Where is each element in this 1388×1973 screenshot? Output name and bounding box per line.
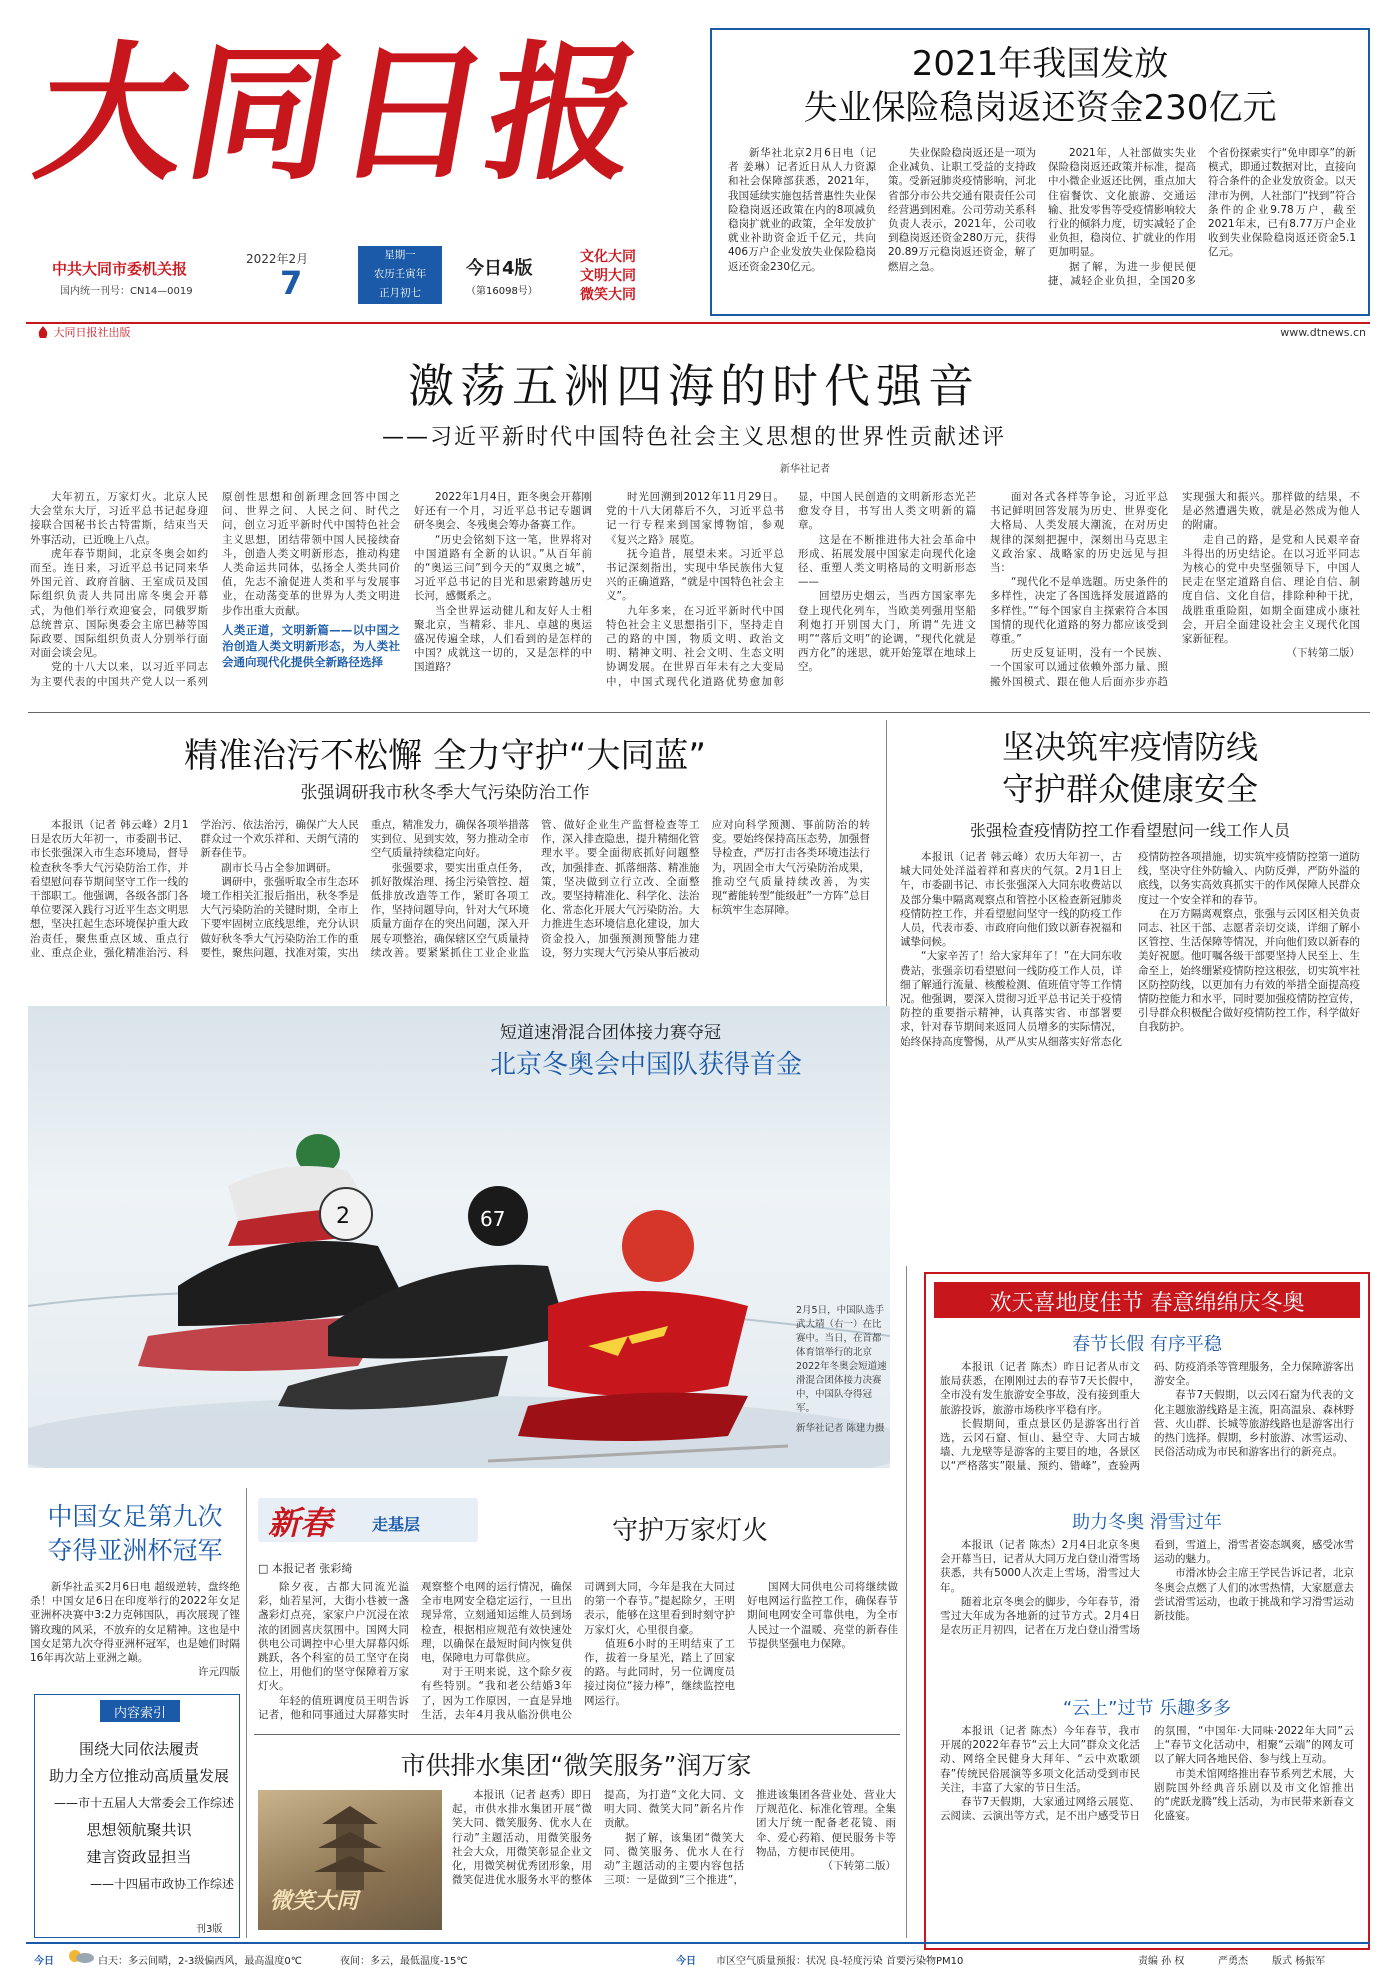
paragraph: 当全世界运动健儿和友好人士相聚北京，当精彩、非凡、卓越的奥运盛况传遍全球，人们看到的是怎样的中国？成就这一切的，又是怎样的中国道路？	[414, 604, 592, 674]
content-index-list	[44, 1736, 234, 1898]
new-spring-logo-text: 新春	[268, 1504, 333, 1542]
epidemic-title-line-2: 守护群众健康安全	[1001, 770, 1258, 808]
column-divider	[246, 1488, 247, 1938]
bib-number-2: 2	[336, 1204, 350, 1229]
paragraph: 大年初五，万家灯火。北京人民大会堂东大厅，习近平总书记起身迎接联合国秘书长古特雷斯，结束当天外事活动，已近晚上八点。	[30, 491, 208, 546]
paragraph: 面对各式各样等争论，习近平总书记鲜明回答发展为历史、世界变化大格局、人类发展大潮流，在对历史规律的深刻把握中，深刻出马克思主义政治家、战略家的历史远见与担当：	[990, 491, 1168, 575]
epidemic-story-subtitle: 张强检查疫情防控工作看望慰问一线工作人员	[969, 821, 1290, 840]
column-divider	[906, 1266, 907, 1938]
paragraph: 张强要求，要实出重点任务，抓好散煤治理、扬尘污染管控、超低排放改造等工作，紧盯各项工作，坚持问题导向，针对大气环境质量方面存在的突出问题，深入开展专项整治，确保辖区空气质量持续改善。要紧紧抓住工业企业监管、做好企业生产监督检查等工作，深入排查隐患，提升精细化管理水平。要全面彻底抓好问题整改，加强排查、抓落细落、精准施策，坚决做到立行立改、全面整改。要坚持精准化、科学化、法治化、常态化开展大气污染防治。大力推进生态环境信息化建设，加大资金投入，加强预测预警能力建设，努力实现大气污染从事后被动应对向科学预测、事前防治的转变。要始终保持高压态势，加强督导检查，严厉打击各类环境违法行为，巩固全市大气污染防治成果，推动空气质量持续改善，为实现“蓄能转型“能级赶”一方阵”总目标筑牢生态屏障。	[370, 819, 870, 959]
top-story-title[interactable]	[712, 42, 1368, 130]
index-page-ref: 刊3版	[196, 1924, 223, 1935]
footer-today-label: 今日	[676, 1956, 696, 1967]
paragraph: 新华社孟买2月6日电 超级逆转，盘终绝杀！中国女足6日在印度举行的2022年女足亚洲杯决赛中3:2力克韩国队，再次展现了铿锵玫瑰的风采，不放弃的女足精神。这也是中国女足第九次夺得亚洲杯冠军，也是她们时隔16年再次站上亚洲之巅。	[30, 1581, 240, 1665]
pollution-story-title[interactable]: 精准治污不松懈 全力守护“大同蓝”	[183, 736, 707, 776]
photo-kicker: 短道速滑混合团体接力赛夺冠	[500, 1023, 721, 1043]
paragraph: 本报讯（记者 陈杰）2月4日北京冬奥会开幕当日，记者从大同万龙白登山滑雪场获悉，共有5000人次走上雪场，滑雪过大年。	[940, 1539, 1140, 1594]
lead-pullquote: 人类正道，文明新篇——以中国之治创造人类文明新形态，为人类社会通向现代化提供全新路径选择	[222, 622, 400, 669]
slogan: 文化大同	[580, 249, 636, 265]
epidemic-title-line-1: 坚决筑牢疫情防线	[1001, 728, 1258, 766]
womens-football-title-line-1: 中国女足第九次	[47, 1502, 223, 1531]
index-item[interactable]: 建言资政显担当	[86, 1848, 192, 1866]
paragraph: 年轻的值班调度员王明告诉记者，他和同事通过大屏幕实时观察整个电网的运行情况，确保全市电网安全稳定运行，一旦出现异常，立刻通知运维人员到场检查，根据相应规范有效快速处理，以确保在最短时间内恢复供电，保障电力可靠供应。	[258, 1581, 572, 1721]
footer-bar	[26, 1942, 1370, 1968]
air-quality: 市区空气质量预报：状况 良-轻度污染 首要污染物PM10	[716, 1956, 964, 1967]
continued-note: 许元四版	[198, 1666, 240, 1679]
paragraph: 本报讯（记者 赵秀）即日起，市供水排水集团开展“微笑大同、微笑服务、优水人在行动”主题活动，用微笑服务社会大众，用微笑彰显企业文化，用微笑树优秀团形象，用微笑促进优水服务水平的整体提高，为打造“文化大同、文明大同、微笑大同”新名片作贡献。	[452, 1789, 744, 1887]
publisher-name: 大同日报社出版	[53, 326, 131, 339]
paragraph: 市美术馆网络推出春节系列艺术展，大剧院国外经典音乐剧以及市文化馆推出的“虎跃龙腾”线上活动，为市民带来新春文化盛宴。	[1154, 1767, 1354, 1823]
paragraph: 本报讯（记者 陈杰）昨日记者从市文旅局获悉，在刚刚过去的春节7天长假中，全市没有发生旅游安全事故，没有接到重大旅游投诉，旅游市场秩序平稳有序。	[940, 1361, 1140, 1416]
paragraph: 本报讯（记者 韩云峰）农历大年初一，古城大同处处洋溢着祥和喜庆的气氛。2月1日上午，市委副书记、市长张强深入大同东收费站以及部分集中隔离观察点和管控小区检查新冠肺炎疫情防控工作，并看望慰问坚守一线的防疫工作人员，代表市委、市政府向他们致以新春祝福和诚挚问候。	[900, 851, 1122, 949]
new-spring-byline: □ 本报记者 张彩绮	[258, 1562, 353, 1575]
lunar-day: 正月初七	[379, 287, 421, 299]
layout-editor: 版式 杨振军	[1272, 1956, 1326, 1967]
paragraph: 调研中，张强听取全市生态环境工作相关汇报后指出，秋冬季是大气污染防治的关键时期，全市上下要牢固树立底线思维，充分认识做好秋冬季大气污染防治工作的重要性，聚焦问题，找准对策，实出重点，精准发力，确保各项举措落实到位、见到实效，努力推动全市空气质量持续稳定向好。	[200, 819, 530, 959]
paragraph: 随着北京冬奥会的脚步，今年春节，滑雪过大年成为各地新的过节方式。2月4日是农历正月初四，记者在万龙白登山滑雪场看到，雪道上，滑雪者姿态飒爽，感受冰雪运动的魅力。	[940, 1539, 1354, 1637]
paragraph: 值班6小时的王明结束了工作，拔着一身星光，踏上了回家的路。与此同时，另一位调度员接过岗位“接力棒”，继续监控电网运行。	[584, 1637, 735, 1707]
paragraph: 市滑冰协会主席王学民告诉记者，北京冬奥会点燃了人们的冰雪热情，大家愿意去尝试滑雪运动，也敢于挑战和学习滑雪运动新技能。	[1154, 1567, 1354, 1623]
weather-day: 白天：多云间晴，2-3级偏西风，最高温度0℃	[98, 1956, 302, 1967]
masthead-logo	[24, 26, 654, 218]
masthead-char-1: 大	[24, 26, 204, 200]
water-story-title[interactable]: 市供排水集团“微笑服务”润万家	[400, 1751, 752, 1780]
date-box	[246, 246, 442, 304]
paragraph: 2022年1月4日，距冬奥会开幕刚好还有一个月，习近平总书记专题调研冬奥会、冬残奥会筹办备赛工作。	[414, 491, 592, 532]
festival-section-title[interactable]: “云上”过节 乐趣多多	[1062, 1698, 1232, 1719]
issue-number: （第16098号）	[466, 286, 538, 297]
footer-today-label: 今日	[34, 1956, 54, 1967]
bib-number-67: 67	[480, 1207, 506, 1231]
lead-story-body	[30, 490, 1360, 702]
festival-banner[interactable]: 欢天喜地度佳节 春意绵绵庆冬奥	[989, 1291, 1305, 1316]
continued-note: （下转第二版）	[1286, 647, 1360, 660]
epidemic-story-title[interactable]	[900, 726, 1360, 810]
paragraph: 据了解，该集团“微笑大同、微笑服务、优水人在行动”主题活动的主要内容包括三项：一是做到“三个推进”，推进该集团各营业处、营业大厅规范化、标准化管理。全集团大厅统一配备老花镜、雨伞、爱心药箱、便民服务卡等物品，方便市民使用。	[604, 1789, 896, 1887]
paragraph: 抚今追昔，展望未来。习近平总书记深刻指出，实现中华民族伟大复兴的正确道路，“就是中国特色社会主义”。	[606, 547, 784, 603]
festival-section-title[interactable]: 春节长假 有序平稳	[1072, 1334, 1222, 1355]
slogans	[580, 248, 636, 305]
editor: 责编 孙 权	[1138, 1956, 1185, 1967]
masthead-char-3: 日	[324, 26, 504, 200]
festival-section-body	[940, 1360, 1354, 1500]
date-day: 7	[280, 264, 303, 302]
paragraph: 除夕夜，古都大同流光溢彩，灿若星河，大街小巷被一盏盏彩灯点亮，家家户户沉浸在浓浓的团圆喜庆氛围中。国网大同供电公司调控中心里大屏幕闪烁跳跃，各个科室的员工坚守在岗位上，用他们的坚守保障着万家灯火。	[258, 1581, 409, 1693]
paragraph: 走自己的路，是党和人民艰辛奋斗得出的历史结论。在以习近平同志为核心的党中央坚强领导下，中国人民走在坚定道路自信、理论自信、制度自信、文化自信，排除种种干扰，战胜重重险阻，如期全面建成小康社会，开启全面建设社会主义现代化国家新征程。	[1182, 533, 1360, 646]
masthead-char-4: 报	[474, 26, 654, 200]
paragraph: 虎年春节期间，北京冬奥会如约而至。连日来，习近平总书记同来华外国元首、政府首脑、王室成员及国际组织负责人共同出席冬奥会开幕式，为他们举行欢迎宴会，同俄罗斯总统普京、国际奥委会主席巴赫等国际政要、国际组织负责人分别举行面对面会谈会见。	[30, 547, 208, 660]
paragraph: 九年多来，在习近平新时代中国特色社会主义思想指引下，坚持走自己的路的中国，物质文明、政治文明、精神文明、社会文明、生态文明协调发展。在世界百年未有之大变局中，中国式现代化道路优势愈加彰显，中国人民创造的文明新形态光芒愈发夺目，书写出人类文明新的篇章。	[606, 491, 976, 688]
photo-credit: 新华社记者 陈建力摄	[796, 1423, 885, 1434]
paragraph: 本报讯（记者 韩云峰）2月1日是农历大年初一，市委副书记、市长张强深入市生态环境局，督导检查秋冬季大气污染防治工作，并看望慰问春节期间坚守工作一线的干部职工。他强调，各级各部门各单位要深入践行习近平生态文明思想，坚决扛起生态环境保护重大政治责任，聚焦重点区域、重点行业、重点企业，强化精准治污、科学治污、依法治污，确保广大人民群众过一个欢乐祥和、天朗气清的新春佳节。	[30, 819, 359, 959]
pollution-story-subtitle: 张强调研我市秋冬季大气污染防治工作	[300, 783, 590, 803]
lunar-calendar	[358, 246, 442, 304]
paragraph: 回望历史烟云，当西方国家率先登上现代化列车，当欧美列强用坚船利炮打开别国大门，所谓“先进文明”“落后文明”的论调，“现代化就是西方化”的迷思，就开始笼罩在地球上空。	[798, 590, 976, 674]
weekday: 星期一	[384, 249, 416, 261]
lead-story-subtitle: ——习近平新时代中国特色社会主义思想的世界性贡献述评	[381, 425, 1006, 450]
content-index-title: 内容索引	[113, 1706, 166, 1721]
weather-icon	[66, 1948, 94, 1967]
paragraph: “历史会铭刻下这一笔，世界将对中国道路有全新的认识。”从百年前的“奥运三问”到今天的“双奥之城”，习近平总书记的目光和思索跨越历史长河，感慨系之。	[414, 533, 592, 603]
today-pages: 今日4版	[466, 258, 533, 279]
womens-football-title-line-2: 夺得亚洲杯冠军	[47, 1536, 223, 1565]
top-story-box	[710, 28, 1370, 316]
photo-title[interactable]: 北京冬奥会中国队获得首金	[490, 1050, 803, 1080]
index-item[interactable]: ——十四届市政协工作综述	[89, 1877, 234, 1891]
index-item[interactable]: 思想领航聚共识	[86, 1821, 192, 1839]
slogan: 文明大同	[580, 268, 636, 284]
paragraph: 党的十八大以来，以习近平同志为主要代表的中国共产党人以一系列原创性思想和创新理念回答中国之问、世界之问、人民之问、时代之问，创立习近平新时代中国特色社会主义思想，团结带领中国人民接续奋斗，创造人类文明新形态，推动构建人类命运共同体，弘扬全人类共同价值，先志不渝促进人类和平与发展事业，在动荡变革的世界为人类文明进步作出重大贡献。	[30, 491, 400, 688]
lead-story-byline: 新华社记者	[780, 464, 830, 475]
flame-logo-icon	[36, 326, 50, 338]
index-item[interactable]: ——市十五届人大常委会工作综述	[53, 1796, 234, 1810]
publisher-rule	[26, 322, 1370, 342]
top-story-title-line-1: 2021年我国发放	[911, 44, 1169, 84]
weather-night: 夜间：多云，最低温度-15℃	[340, 1956, 468, 1967]
paragraph: 新华社北京2月6日电（记者 姜琳）记者近日从人力资源和社会保障部获悉，2021年，我国延续实施包括普惠性失业保险稳岗返还政策在内的8项减负稳岗扩就业的政策，全年发放扩就业补助资金近千亿元，共向406万户企业发放失业保险稳岗返还资金230亿元。	[728, 147, 876, 273]
paragraph: 据了解，为进一步便民便捷，减轻企业负担，全国20多个省份探索实行“免申即享”的新模式，即通过数据对比，直接向符合条件的企业发放资金。以天津市为例，人社部门“找到”符合条件的企业9.78万户，截至2021年末，已有8.77万户企业收到失业保险稳岗返还资金5.1亿元。	[1048, 147, 1356, 287]
paragraph: 在万方隔离观察点，张强与云冈区相关负责同志、社区干部、志愿者亲切交谈，详细了解小区管控、生活保障等情况，并向他们致以新春的美好祝愿。他叮嘱各级干部要坚持人民至上、生命至上，始终绷紧疫情防控这根弦，切实筑牢社区防控防线，以更加有力有效的举措全面提高疫情防控能力和水平，同时要加强疫情防控宣传，引导群众积极配合做好疫情防控工作，科学做好自我防护。	[1138, 907, 1360, 1034]
masthead-char-2: 同	[174, 26, 354, 200]
epidemic-story-body	[900, 850, 1360, 1252]
paragraph: 历史反复证明，没有一个民族、一个国家可以通过依赖外部力量、照搬外国模式、跟在他人后面亦步亦趋实现强大和振兴。那样做的结果，不是必然遭遇失败，就是必然成为他人的附庸。	[990, 491, 1360, 688]
paragraph: 失业保险稳岗返还是一项为企业减负、让职工受益的支持政策。受新冠肺炎疫情影响，河北省部分市公共交通有限责任公司经营遇到困难。公司劳动关系科负责人表示，2021年，公司收到稳岗返还资金280万元，获得20.89万元稳岗返还资金，解了燃眉之急。	[888, 147, 1036, 273]
paragraph: 副市长马占全参加调研。	[221, 861, 337, 874]
top-story-body	[728, 146, 1356, 310]
slogan: 微笑大同	[580, 287, 636, 303]
lunar-year: 农历壬寅年	[373, 268, 427, 280]
top-story-title-line-2: 失业保险稳岗返还资金230亿元	[803, 88, 1277, 128]
publisher	[36, 324, 131, 340]
paragraph: 时光回溯到2012年11月29日。党的十八大闭幕后不久，习近平总书记一行专程来到国家博物馆，参观《复兴之路》展览。	[606, 491, 784, 546]
festival-section-title[interactable]: 助力冬奥 滑雪过年	[1072, 1512, 1222, 1533]
lead-story-title[interactable]: 激荡五洲四海的时代强音	[408, 359, 980, 413]
paragraph: 对于王明来说，这个除夕夜有些特别。“我和老公结婚3年了，因为工作原因，一直是异地生活，去年4月我从临汾供电公司调到大同，今年是我在大同过的第一个春节。”提起除夕，王明表示，能够在这里看到时刻守护万家灯火，心里很自豪。	[421, 1581, 735, 1721]
pollution-story-body	[30, 818, 870, 998]
section-divider	[254, 1734, 900, 1735]
paragraph: “现代化不是单选题。历史条件的多样性，决定了各国选择发展道路的多样性。”“每个国家自主探索符合本国国情的现代化道路的努力都应该受到尊重。”	[990, 576, 1168, 646]
issn-line: 国内统一刊号：CN14—0019	[60, 286, 193, 297]
paragraph: 春节7天假期，以云冈石窟为代表的文化主题旅游线路是主流，阳高温泉、森林野营、火山群、长城等旅游线路也是游客出行的热门选择。假期，乡村旅游、冰雪运动、民俗活动成为市民和游客出行的新亮点。	[1154, 1389, 1354, 1459]
paragraph: “大家辛苦了！给大家拜年了！”在大同东收费站，张强亲切看望慰问一线防疫工作人员，详细了解通行流量、核酸检测、值班值守等工作情况。他强调，要深入贯彻习近平总书记关于疫情防控的重要指示精神，认真落实省、市部署要求，针对春节期间来返同人员增多的实际情况，始终保持高度警惕，从严从实从细落实好常态化疫情防控各项措施，切实筑牢疫情防控第一道防线，坚决守住外防输入、内防反弹，严防外溢的底线，以务实高效真抓实干的作风保障人民群众度过一个安全祥和的春节。	[900, 851, 1360, 1048]
womens-football-body	[30, 1580, 240, 1680]
continued-note: （下转第二版）	[822, 1860, 896, 1873]
paragraph: 这是在不断推进伟大社会革命中形成、拓展发展中国家走向现代化途径、重塑人类文明格局的文明新形态——	[798, 533, 976, 589]
smile-datong-text: 微笑大同	[270, 1888, 359, 1914]
index-item[interactable]: 围绕大同依法履责	[78, 1740, 199, 1758]
paragraph: 本报讯（记者 陈杰）今年春节，我市开展的2022年春节“云上大同”群众文化活动、网络全民健身大拜年、“云中欢歌颂春”传统民俗展演等多项文化活动受到市民关注，丰富了大家的节日生活。	[940, 1725, 1140, 1794]
date-year-month: 2022年2月	[246, 252, 309, 266]
organization-line: 中共大同市委机关报	[52, 260, 188, 278]
festival-section-body	[940, 1538, 1354, 1686]
photo-caption	[796, 1304, 888, 1436]
paragraph: 2021年，人社部做实失业保险稳岗返还政策并标准，提高中小微企业返还比例，重点加大住宿餐饮、文化旅游、交通运输、批发零售等受疫情影响较大行业的倾斜力度，切实减轻了企业负担，稳岗位、扩就业的作用更加明显。	[1048, 147, 1196, 259]
festival-section-body	[940, 1724, 1354, 1934]
new-spring-logo-subtext: 走基层	[372, 1515, 421, 1534]
paragraph: 春节7天假期，大家通过网络云展览、云阅读、云演出等方式，足不出户感受节日的氛围，“中国年·大同味·2022年大同”云上“春节文化活动中，相聚“云端”的网友可以了解大同各地民俗、参与线上互动。	[940, 1725, 1354, 1823]
new-spring-body	[258, 1580, 898, 1726]
water-story-body	[452, 1788, 896, 1938]
womens-football-title[interactable]	[30, 1500, 240, 1568]
site-url[interactable]: www.dtnews.cn	[1280, 326, 1366, 339]
index-item[interactable]: 助力全方位推动高质量发展	[48, 1767, 229, 1785]
editor: 严勇杰	[1218, 1956, 1248, 1967]
paragraph: 长假期间，重点景区仍是游客出行首选，云冈石窟、恒山、悬空寺、大同古城墙、九龙壁等是游客的主要目的地，各景区以“严格落实”限量、预约、错峰”，查验两码、防疫消杀等管理服务，全力保障游客出游安全。	[940, 1361, 1354, 1473]
section-divider	[28, 712, 1370, 713]
photo-caption-text: 2月5日，中国队选手武大靖（右一）在比赛中。当日，在首都体育馆举行的北京2022年冬奥会短道速滑混合团体接力决赛中，中国队夺得冠军。	[796, 1305, 887, 1414]
paragraph: 国网大同供电公司将继续做好电网运行监控工作，确保春节期间电网安全可靠供电，为全市人民过一个温暖、亮堂的新春佳节提供坚强电力保障。	[747, 1581, 898, 1650]
new-spring-title[interactable]: 守护万家灯火	[611, 1516, 768, 1546]
